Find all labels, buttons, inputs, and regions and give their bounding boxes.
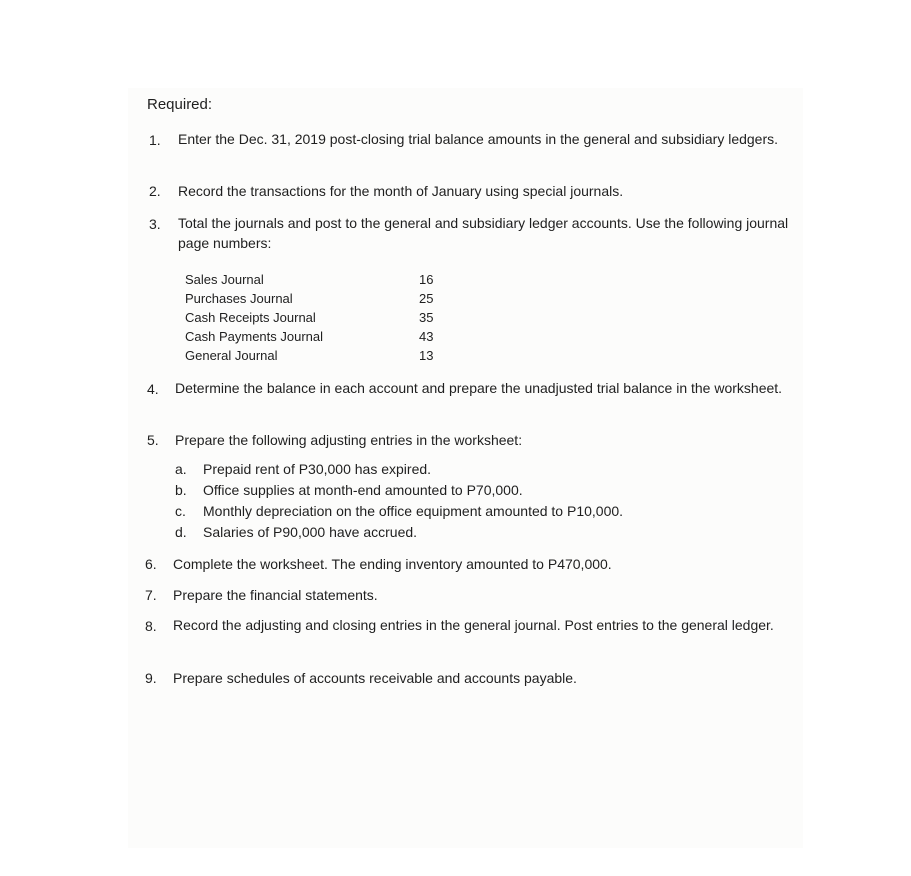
- adjustment-text: Monthly depreciation on the office equipment amounted to P10,000.: [203, 503, 624, 519]
- item-number: 7.: [145, 587, 157, 603]
- journal-name: Purchases Journal: [185, 291, 293, 306]
- adjustment-text: Salaries of P90,000 have accrued.: [203, 524, 418, 540]
- item-text: Determine the balance in each account and prepare the unadjusted trial balance in the worksheet.: [175, 380, 783, 396]
- journal-page-number: 25: [419, 291, 434, 306]
- adjustment-letter: b.: [175, 482, 187, 498]
- item-number: 4.: [147, 381, 159, 397]
- adjustment-letter: d.: [175, 524, 187, 540]
- item-number: 9.: [145, 670, 157, 686]
- journal-page-number: 43: [419, 329, 434, 344]
- item-text: Prepare the financial statements.: [173, 587, 378, 603]
- adjustment-letter: a.: [175, 461, 187, 477]
- item-number: 8.: [145, 618, 157, 634]
- required-heading: Required:: [147, 96, 213, 113]
- adjustment-letter: c.: [175, 503, 186, 519]
- item-text: Total the journals and post to the general and subsidiary ledger accounts. Use the following journal page numbers:: [178, 215, 789, 251]
- journal-name: Sales Journal: [185, 272, 264, 287]
- item-text: Prepare the following adjusting entries in the worksheet:: [175, 432, 523, 448]
- item-text: Enter the Dec. 31, 2019 post-closing trial balance amounts in the general and subsidiary ledgers.: [178, 131, 779, 147]
- item-number: 1.: [149, 132, 161, 148]
- item-text: Record the adjusting and closing entries in the general journal. Post entries to the general ledger.: [173, 617, 774, 633]
- item-number: 5.: [147, 432, 159, 448]
- journal-name: Cash Payments Journal: [185, 329, 324, 344]
- journal-name: Cash Receipts Journal: [185, 310, 316, 325]
- journal-page-number: 13: [419, 348, 434, 363]
- item-number: 2.: [149, 183, 161, 199]
- journal-page-number: 35: [419, 310, 434, 325]
- item-text: Complete the worksheet. The ending inventory amounted to P470,000.: [173, 556, 612, 572]
- adjustment-text: Prepaid rent of P30,000 has expired.: [203, 461, 432, 477]
- item-text: Record the transactions for the month of January using special journals.: [178, 183, 624, 199]
- item-number: 6.: [145, 556, 157, 572]
- journal-name: General Journal: [185, 348, 278, 363]
- item-number: 3.: [149, 216, 161, 232]
- adjustment-text: Office supplies at month-end amounted to P70,000.: [203, 482, 523, 498]
- journal-page-number: 16: [419, 272, 434, 287]
- item-text: Prepare schedules of accounts receivable and accounts payable.: [173, 670, 577, 686]
